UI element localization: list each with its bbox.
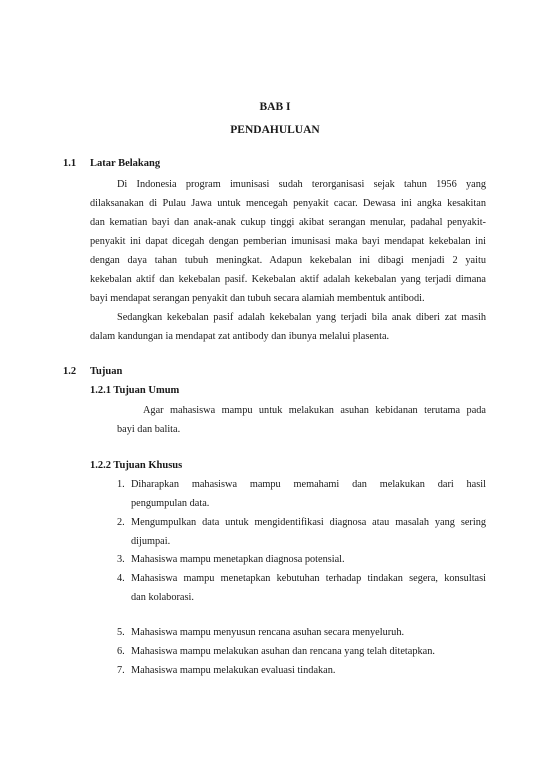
list-item: Diharapkan mahasiswa mampu memahami dan melakukan dari hasil <box>131 479 486 490</box>
paragraph-line: dengan daya tahan tubuh meningkat. Adapun kekebalan ini dibagi menjadi 2 yaitu <box>90 255 486 266</box>
list-item: Mahasiswa mampu menetapkan kebutuhan terhadap tindakan segera, konsultasi <box>131 573 486 584</box>
list-number: 6. <box>117 646 125 657</box>
subsection-heading: 1.2.1 Tujuan Umum <box>90 385 180 396</box>
list-item: dijumpai. <box>131 536 171 547</box>
list-item: Mahasiswa mampu menyusun rencana asuhan secara menyeluruh. <box>131 627 405 638</box>
list-number: 3. <box>117 554 125 565</box>
list-item: dan kolaborasi. <box>131 592 194 603</box>
section-number: 1.2 <box>63 366 77 377</box>
list-item: Mahasiswa mampu melakukan evaluasi tindakan. <box>131 665 336 676</box>
list-number: 4. <box>117 573 125 584</box>
list-number: 1. <box>117 479 125 490</box>
paragraph-line: dan kematian bayi dan anak-anak cukup tinggi akibat serangan menular, padahal penyakit- <box>90 217 486 228</box>
section-number: 1.1 <box>63 158 77 169</box>
paragraph-line: dalam kandungan ia mendapat zat antibody dan ibunya melalui plasenta. <box>90 331 390 342</box>
section-title: Tujuan <box>90 366 123 377</box>
list-item: Mahasiswa mampu melakukan asuhan dan rencana yang telah ditetapkan. <box>131 646 435 657</box>
list-number: 5. <box>117 627 125 638</box>
paragraph-line: bayi dan balita. <box>117 424 181 435</box>
paragraph-line: bayi mendapat serangan penyakit dan tubuh secara alamiah membentuk antibodi. <box>90 293 425 304</box>
list-number: 7. <box>117 665 125 676</box>
list-item: Mengumpulkan data untuk mengidentifikasi diagnosa atau masalah yang sering <box>131 517 486 528</box>
paragraph-line: kekebalan aktif dan kekebalan pasif. Kekebalan aktif adalah kekebalan yang terjadi dimana <box>90 274 486 285</box>
list-item: pengumpulan data. <box>131 498 210 509</box>
paragraph-line: Agar mahasiswa mampu untuk melakukan asuhan kebidanan terutama pada <box>143 405 486 416</box>
paragraph-line: dilaksanakan di Pulau Jawa untuk mencegah penyakit cacar. Dewasa ini angka kesakitan <box>90 198 486 209</box>
subsection-heading: 1.2.2 Tujuan Khusus <box>90 460 183 471</box>
list-number: 2. <box>117 517 125 528</box>
paragraph-line: Di Indonesia program imunisasi sudah terorganisasi sejak tahun 1956 yang <box>117 179 486 190</box>
section-title: Latar Belakang <box>90 158 161 169</box>
chapter-title: PENDAHULUAN <box>230 124 320 136</box>
paragraph-line: penyakit ini dapat dicegah dengan pemberian imunisasi maka bayi mendapat kekebalan ini <box>90 236 486 247</box>
list-item: Mahasiswa mampu menetapkan diagnosa potensial. <box>131 554 345 565</box>
paragraph-line: Sedangkan kekebalan pasif adalah kekebalan yang terjadi bila anak diberi zat masih <box>117 312 486 323</box>
chapter-label: BAB I <box>259 101 291 113</box>
